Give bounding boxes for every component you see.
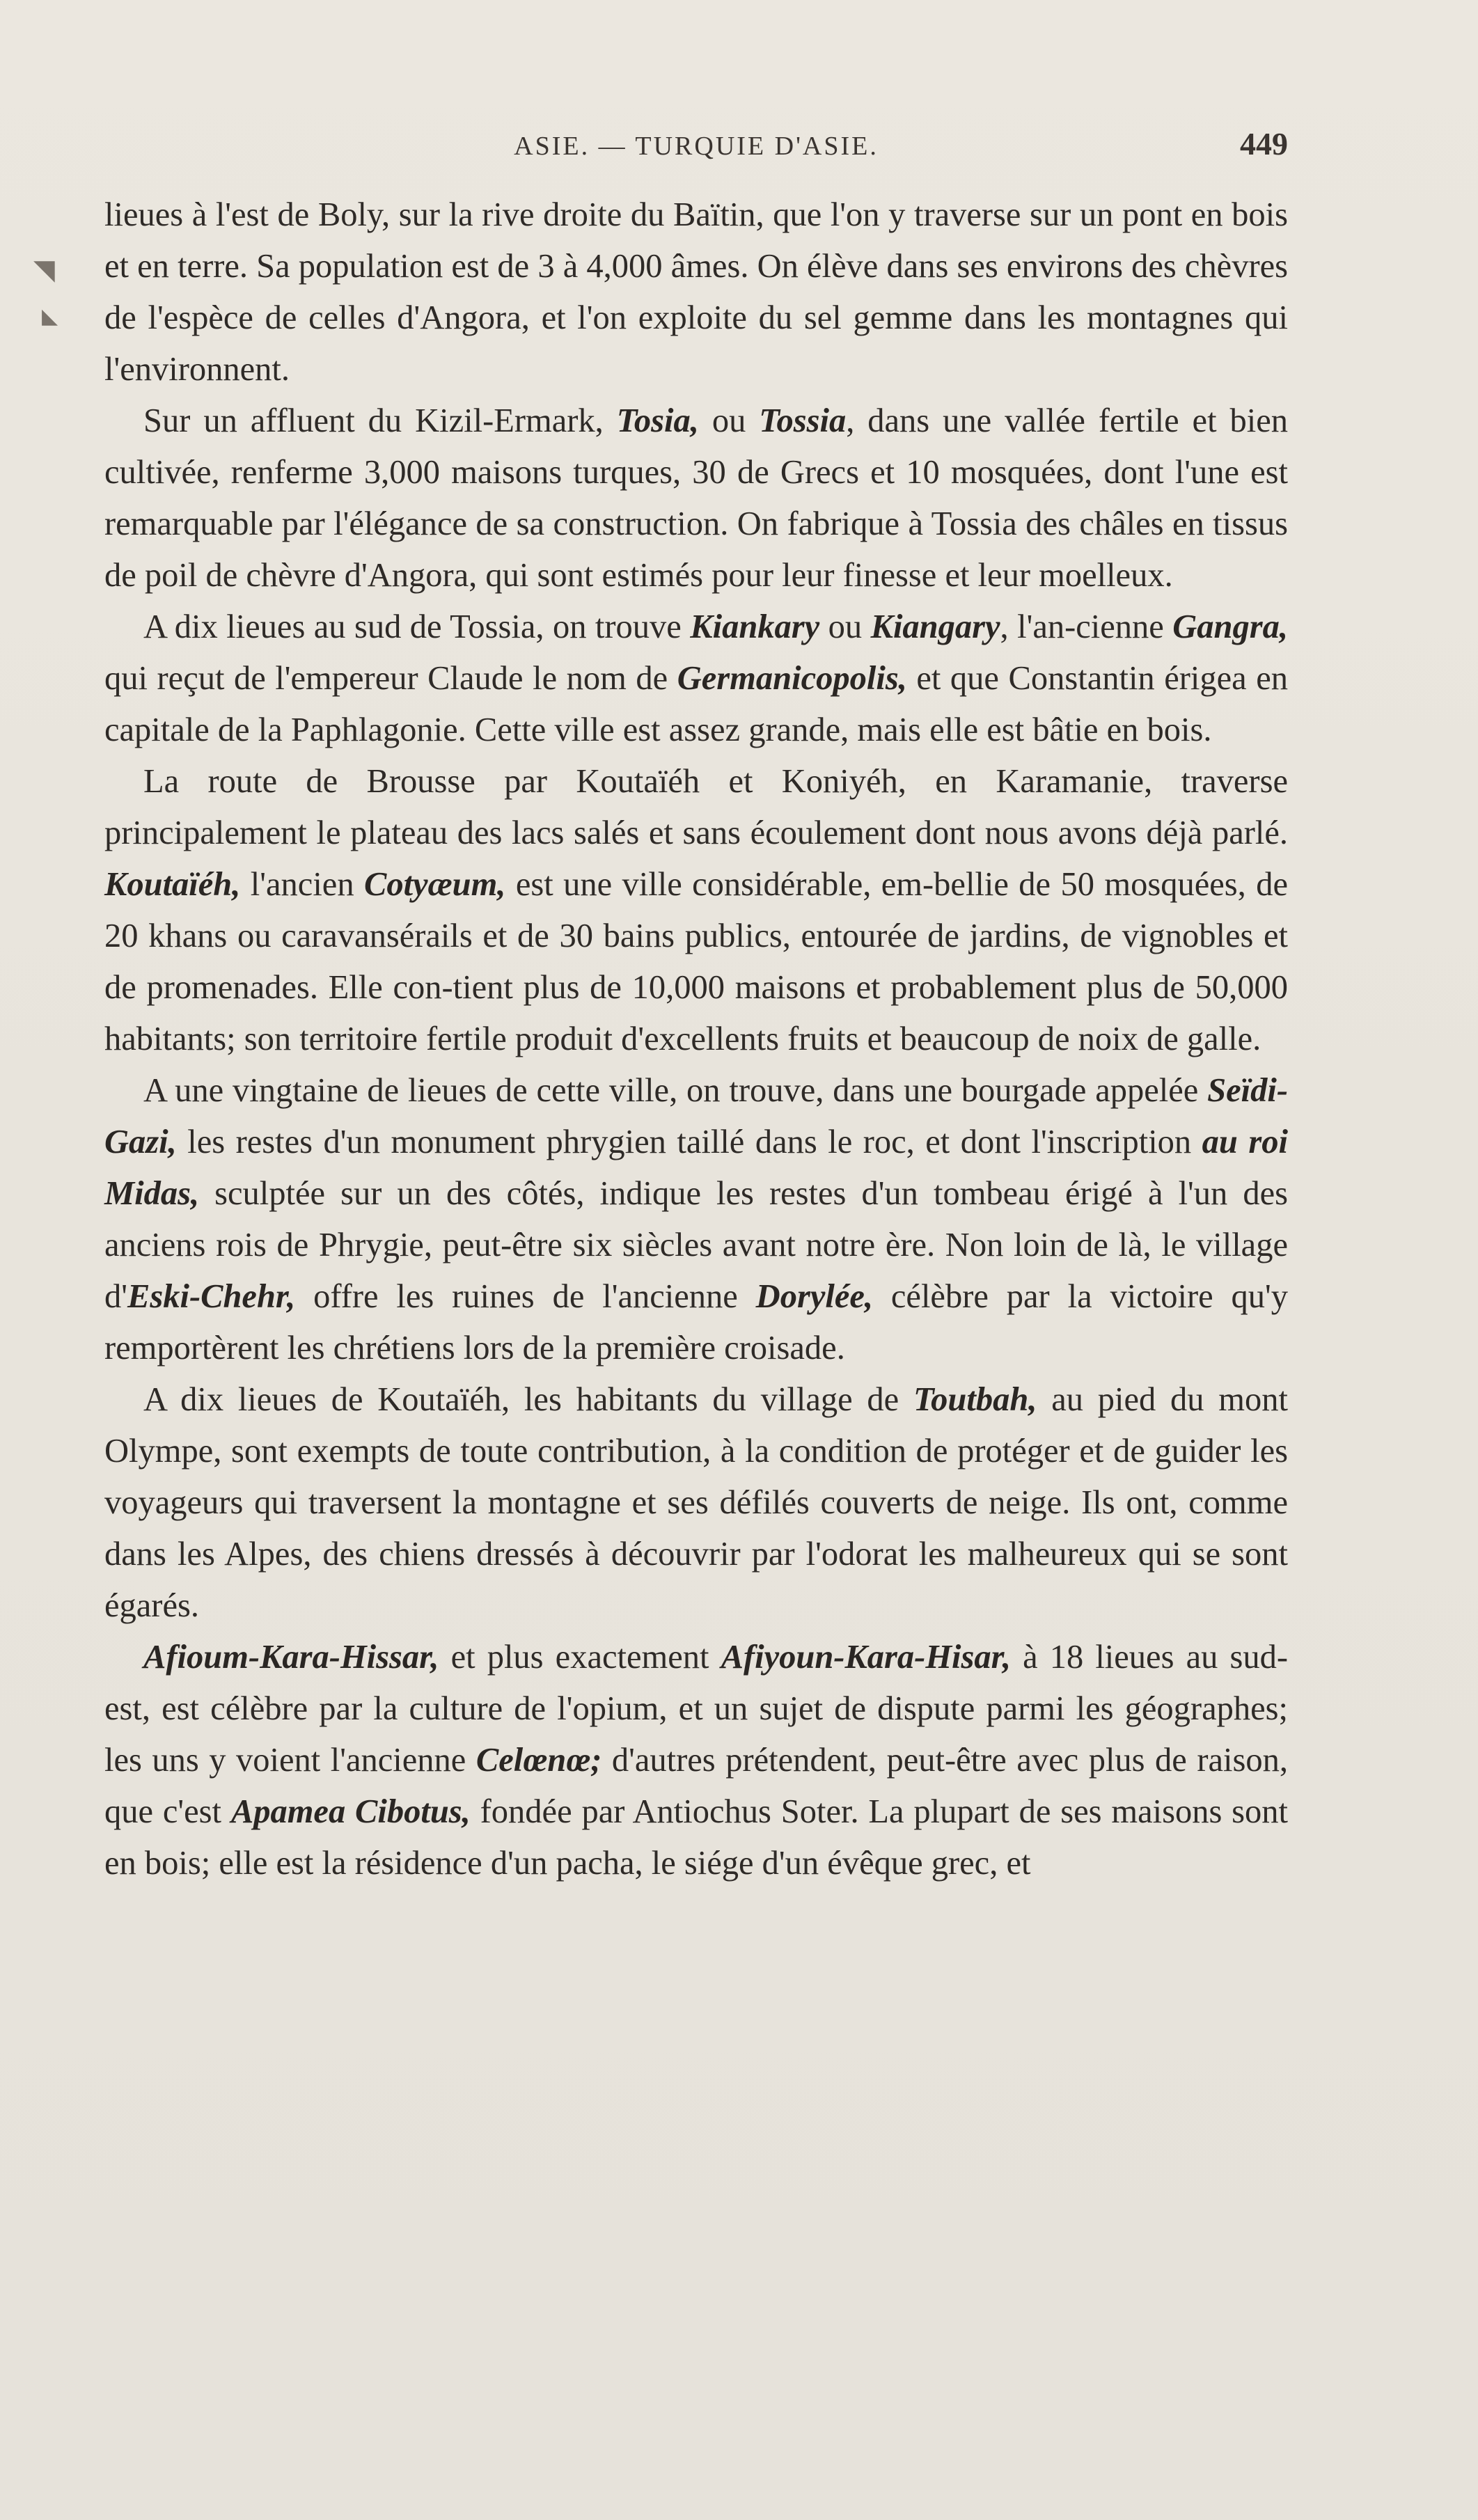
italic-term: Kiangary	[870, 608, 1000, 645]
paragraph-koutaieh	[104, 756, 1288, 1065]
text-run: Sur un affluent du Kizil-Ermark,	[143, 402, 617, 439]
text-run: fondée par Antiochus Soter. La plupart de ses maisons sont en bois; elle est la résidence d'un pacha, le siége d'un évêque grec, et	[104, 1793, 1289, 1882]
text-run: au pied du mont Olympe, sont exempts de toute contribution, à la condition de protéger et de guider les voyageurs qui traversent la montagne et ses défilés couverts de neige. Ils ont, comme dans les Alpes, des chiens dressés à découvrir par l'odorat les malheureux qui se sont égarés.	[104, 1381, 1288, 1624]
italic-term: Dorylée,	[755, 1278, 874, 1315]
page-number: 449	[1240, 126, 1288, 162]
text-run: les restes d'un monument phrygien taillé dans le roc, et dont l'inscription	[176, 1124, 1202, 1160]
text-run: lieues à l'est de Boly, sur la rive droite du Baïtin, que l'on y traverse sur un pont en bois et en terre. Sa population est de 3 à 4,000 âmes. On élève dans ses environs des chèvres de l'espèce de celles d'Angora, et l'on exploite du sel gemme dans les montagnes qui l'environnent.	[104, 196, 1288, 388]
margin-ink-mark: ◥	[33, 254, 55, 285]
italic-term: Seïdi-Gazi,	[104, 1072, 1288, 1160]
text-run: A dix lieues de Koutaïéh, les habitants du village de	[143, 1381, 913, 1418]
italic-term: Gangra,	[1172, 608, 1288, 645]
italic-term: Apamea Cibotus,	[230, 1793, 471, 1830]
paragraph-toutbah	[104, 1374, 1288, 1632]
italic-term: Koutaïéh,	[104, 866, 241, 903]
text-run: et que Constantin érigea en capitale de la Paphlagonie. Cette ville est assez grande, mais elle est bâtie en bois.	[104, 660, 1288, 748]
text-run: qui reçut de l'empereur Claude le nom de	[104, 660, 677, 697]
text-run: ou	[698, 402, 760, 439]
italic-term: Eski-Chehr,	[127, 1278, 296, 1315]
italic-term: Kiankary	[690, 608, 820, 645]
text-run: , dans une vallée fertile et bien cultivée, renferme 3,000 maisons turques, 30 de Grecs et 10 mosquées, dont l'une est remarquable par l'élégance de sa construction. On fabrique à Tossia des châles en tissus de poil de chèvre d'Angora, qui sont estimés pour leur finesse et leur moelleux.	[104, 402, 1289, 594]
italic-term: Cotyæum,	[363, 866, 506, 903]
paragraph-kiankary	[104, 601, 1288, 756]
margin-ink-mark: ◣	[42, 305, 58, 328]
text-run: et plus exactement	[439, 1639, 721, 1676]
italic-term: Afiyoun-Kara-Hisar,	[721, 1639, 1011, 1676]
text-run: , l'an-cienne	[1000, 608, 1173, 645]
italic-term: Afioum-Kara-Hissar,	[143, 1639, 439, 1676]
text-run: A dix lieues au sud de Tossia, on trouve	[143, 608, 691, 645]
text-run: est une ville considérable, em-bellie de 50 mosquées, de 20 khans ou caravansérails et de 30 bains publics, entourée de jardins, de vignobles et de promenades. Elle con-tient plus de 10,000 maisons et probablement plus de 50,000 habitants; son territoire fertile produit d'excellents fruits et beaucoup de noix de galle.	[104, 866, 1288, 1057]
paragraph-continuation-boly	[104, 189, 1288, 395]
text-run: A une vingtaine de lieues de cette ville, on trouve, dans une bourgade appelée	[143, 1072, 1208, 1109]
body-text	[104, 189, 1288, 1889]
paragraph-tosia	[104, 395, 1288, 601]
text-run: l'ancien	[240, 866, 364, 903]
text-run: à 18 lieues au sud-est, est célèbre par la culture de l'opium, et un sujet de dispute parmi les géographes; les uns y voient l'ancienne	[104, 1639, 1288, 1779]
paragraph-afioum-kara-hissar	[104, 1632, 1288, 1889]
text-run: célèbre par la victoire qu'y remportèrent les chrétiens lors de la première croisade.	[104, 1278, 1288, 1367]
italic-term: Tosia,	[616, 402, 699, 439]
running-head: ASIE. — TURQUIE D'ASIE.	[514, 132, 879, 161]
paragraph-seidi-gazi	[104, 1065, 1288, 1374]
italic-term: Toutbah,	[913, 1381, 1037, 1418]
page-header	[104, 125, 1288, 174]
text-run: offre les ruines de l'ancienne	[295, 1278, 756, 1315]
text-run: sculptée sur un des côtés, indique les restes d'un tombeau érigé à l'un des anciens rois de Phrygie, peut-être six siècles avant notre ère. Non loin de là, le village d'	[104, 1175, 1288, 1315]
italic-term: Tossia	[759, 402, 847, 439]
italic-term: Celœnœ;	[475, 1742, 602, 1779]
italic-term: Germanicopolis,	[677, 660, 907, 697]
text-run: ou	[819, 608, 871, 645]
text-run: d'autres prétendent, peut-être avec plus de raison, que c'est	[104, 1742, 1288, 1830]
text-run: La route de Brousse par Koutaïéh et Koniyéh, en Karamanie, traverse principalement le plateau des lacs salés et sans écoulement dont nous avons déjà parlé.	[104, 763, 1288, 851]
italic-term: au roi Midas,	[104, 1124, 1288, 1212]
